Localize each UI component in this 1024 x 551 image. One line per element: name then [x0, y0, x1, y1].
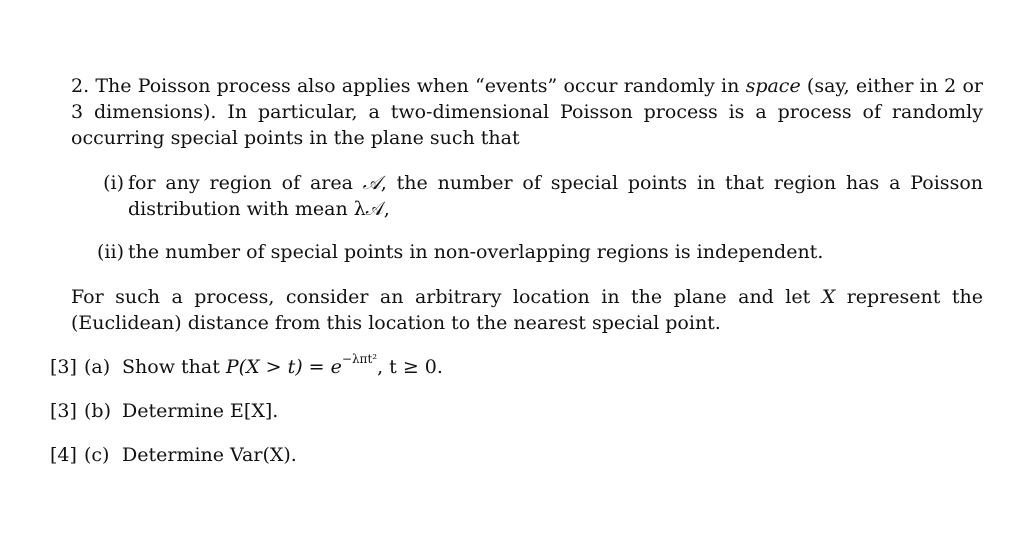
question-tail: , t ≥ 0. — [377, 356, 443, 378]
condition-number: (ii) — [97, 241, 124, 263]
condition-text-part2: , the number of special points in that region has a Poisson distribution with mean — [128, 172, 983, 220]
mean-expression: λ𝒜 — [353, 198, 384, 220]
followup-text-part1: For such a process, consider an arbitrary location in the plane and let — [71, 286, 822, 308]
condition-text-part3: , — [383, 198, 390, 220]
intro-text-part1: 2. The Poisson process also applies when “events” occur randomly in — [71, 75, 746, 97]
problem-followup — [71, 284, 983, 336]
intro-emphasis-space: space — [745, 75, 801, 97]
question-b — [50, 398, 650, 424]
condition-number: (i) — [103, 172, 124, 194]
intro-text-part2: (say, either in 2 or 3 dimensions). In particular, a two-dimensional Poisson process is a process of randomly occurring special points in the plane such that — [71, 75, 983, 149]
question-lead: Show that — [122, 356, 226, 378]
condition-item-i — [84, 170, 984, 222]
question-text: Determine E[X]. — [122, 400, 279, 422]
question-marks: [3] — [50, 400, 77, 422]
question-a — [50, 351, 650, 380]
condition-text: the number of special points in non-overlapping regions is independent. — [128, 241, 824, 263]
question-label: (c) — [84, 444, 110, 466]
question-marks: [3] — [50, 356, 77, 378]
problem-intro — [71, 73, 983, 151]
question-label: (b) — [84, 400, 111, 422]
question-label: (a) — [84, 356, 111, 378]
condition-text — [128, 170, 983, 222]
followup-text-part2: represent the (Euclidean) distance from this location to the nearest special point. — [71, 286, 983, 334]
question-c — [50, 442, 650, 468]
area-symbol: 𝒜 — [362, 172, 381, 194]
question-marks: [4] — [50, 444, 77, 466]
exponent-expression: −λπt² — [341, 351, 378, 366]
probability-expression: P(X > t) = e — [225, 356, 342, 378]
question-text: Determine Var(X). — [122, 444, 297, 466]
condition-text-part1: for any region of area — [128, 172, 363, 194]
variable-x: X — [821, 286, 836, 308]
condition-item-ii — [84, 239, 984, 265]
